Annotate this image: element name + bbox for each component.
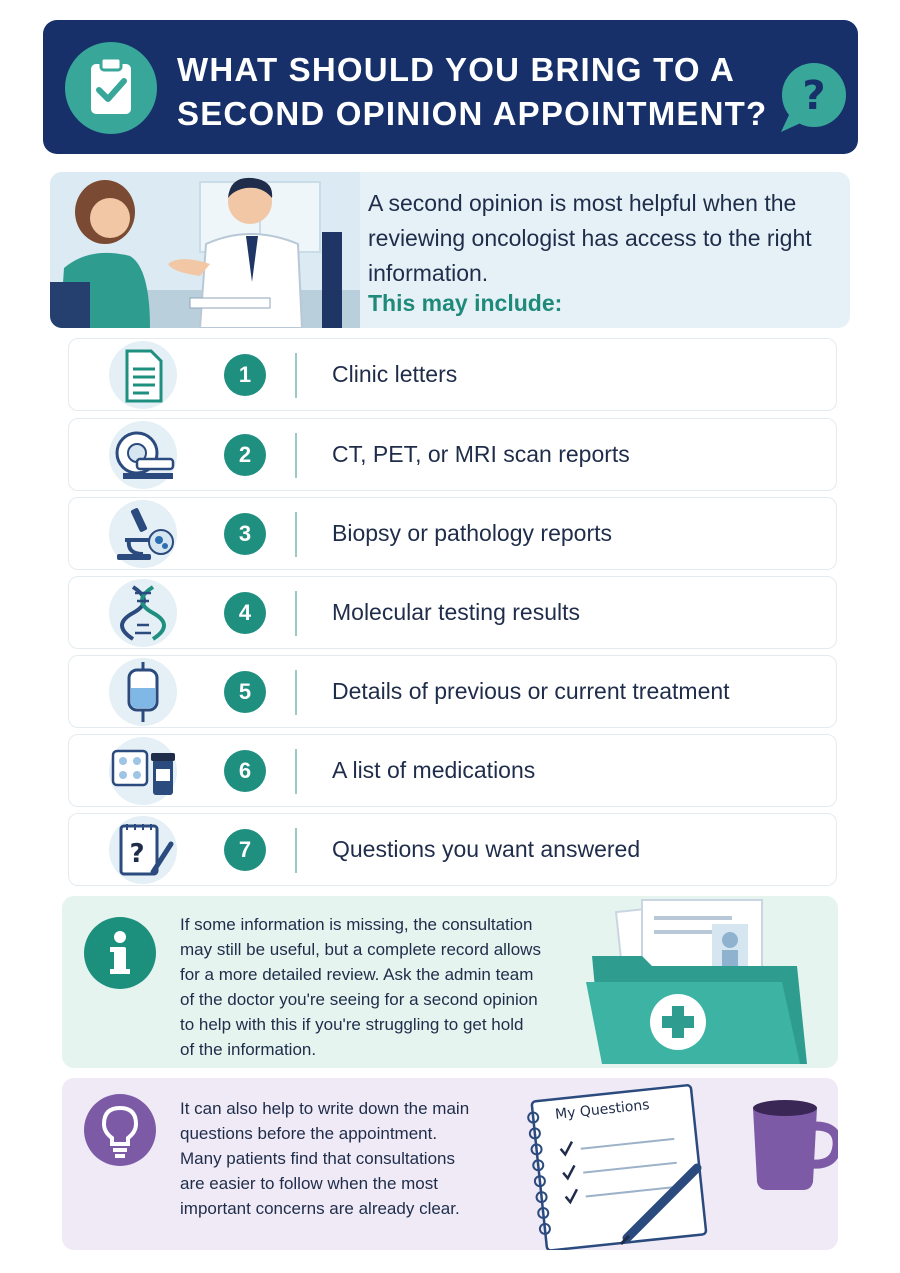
item-label: Questions you want answered bbox=[332, 836, 641, 862]
divider bbox=[295, 433, 297, 478]
list-item bbox=[68, 338, 837, 411]
item-number: 6 bbox=[224, 750, 266, 792]
tip-box bbox=[62, 1078, 838, 1250]
medical-folder-icon bbox=[582, 896, 832, 1068]
item-label: Molecular testing results bbox=[332, 599, 580, 625]
item-number: 2 bbox=[224, 434, 266, 476]
list-item bbox=[68, 813, 837, 886]
divider bbox=[295, 828, 297, 873]
consultation-illustration bbox=[50, 172, 360, 328]
question-notepad-icon bbox=[109, 816, 177, 884]
divider bbox=[295, 749, 297, 794]
item-number: 3 bbox=[224, 513, 266, 555]
page-title bbox=[177, 48, 777, 136]
tip-line: It can also help to write down the main bbox=[180, 1099, 470, 1118]
header-banner bbox=[43, 20, 858, 154]
notebook-and-mug-illustration bbox=[517, 1078, 838, 1250]
info-line: may still be useful, but a complete record allows bbox=[180, 940, 541, 959]
tip-line: questions before the appointment. bbox=[180, 1124, 438, 1143]
info-line: of the doctor you're seeing for a second opinion bbox=[180, 990, 538, 1009]
info-line: for a more detailed review. Ask the admin team bbox=[180, 965, 534, 984]
list-item bbox=[68, 655, 837, 728]
item-label: Biopsy or pathology reports bbox=[332, 520, 612, 546]
scanner-icon bbox=[109, 421, 177, 489]
item-label: Clinic letters bbox=[332, 361, 458, 387]
document-icon bbox=[109, 341, 177, 409]
lightbulb-icon bbox=[84, 1094, 156, 1166]
tip-line: important concerns are already clear. bbox=[180, 1199, 460, 1218]
list-item bbox=[68, 734, 837, 807]
intro-text: A second opinion is most helpful when the reviewing oncologist has access to the right information. bbox=[368, 190, 812, 286]
list-item bbox=[68, 497, 837, 570]
tip-text bbox=[180, 1096, 500, 1221]
dna-icon bbox=[109, 579, 177, 647]
tip-line: Many patients find that consultations bbox=[180, 1149, 455, 1168]
intro-card bbox=[50, 172, 850, 328]
list-item bbox=[68, 418, 837, 491]
tip-line: are easier to follow when the most bbox=[180, 1174, 438, 1193]
divider bbox=[295, 512, 297, 557]
divider bbox=[295, 353, 297, 398]
item-label: A list of medications bbox=[332, 757, 536, 783]
divider bbox=[295, 591, 297, 636]
item-number: 4 bbox=[224, 592, 266, 634]
question-bubble-icon bbox=[775, 60, 849, 134]
info-line: If some information is missing, the consultation bbox=[180, 915, 533, 934]
info-box bbox=[62, 896, 838, 1068]
iv-bag-icon bbox=[109, 658, 177, 726]
info-line: to help with this if you're struggling to get hold bbox=[180, 1015, 524, 1034]
info-line: of the information. bbox=[180, 1040, 317, 1059]
item-number: 7 bbox=[224, 829, 266, 871]
microscope-icon bbox=[109, 500, 177, 568]
intro-subheading: This may include: bbox=[368, 290, 563, 316]
clipboard-check-icon bbox=[65, 42, 157, 134]
title-line-1: WHAT SHOULD YOU BRING TO A bbox=[177, 51, 735, 88]
list-item bbox=[68, 576, 837, 649]
divider bbox=[295, 670, 297, 715]
item-number: 1 bbox=[224, 354, 266, 396]
svg-text:?: ? bbox=[802, 73, 826, 119]
info-icon bbox=[84, 917, 156, 989]
info-text bbox=[180, 912, 600, 1062]
item-label: CT, PET, or MRI scan reports bbox=[332, 441, 630, 467]
title-line-2: SECOND OPINION APPOINTMENT? bbox=[177, 95, 768, 132]
notebook-title: My Questions bbox=[554, 1097, 651, 1123]
item-label: Details of previous or current treatment bbox=[332, 678, 730, 704]
item-number: 5 bbox=[224, 671, 266, 713]
svg-text:?: ? bbox=[129, 839, 145, 869]
medication-icon bbox=[109, 737, 177, 805]
